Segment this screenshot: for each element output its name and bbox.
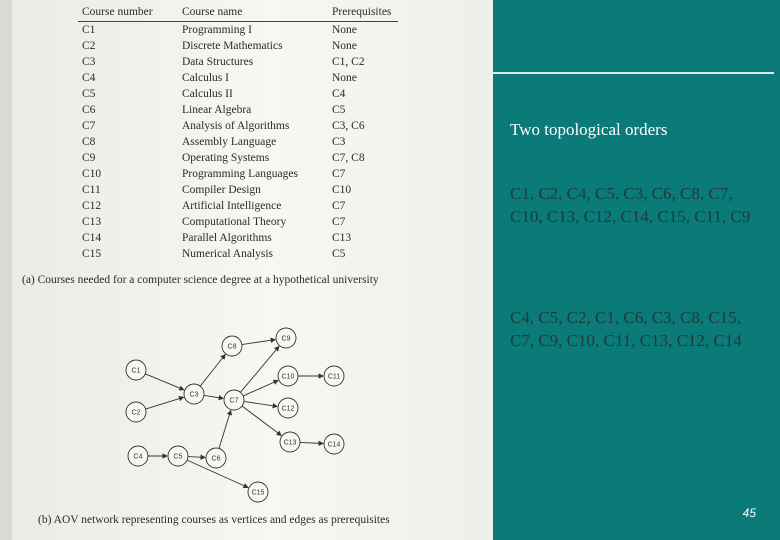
node-label: C2: [131, 409, 141, 417]
node-label: C5: [173, 453, 183, 461]
cell-prerequisites: None: [332, 40, 357, 52]
cell-course-number: C3: [82, 56, 96, 68]
node-label: C4: [133, 453, 143, 461]
node-c1: [126, 360, 146, 380]
cell-course-number: C9: [82, 152, 96, 164]
cell-prerequisites: C7: [332, 168, 346, 180]
cell-course-number: C14: [82, 232, 102, 244]
cell-course-number: C12: [82, 200, 102, 212]
table-row: [78, 102, 398, 118]
cell-course-number: C5: [82, 88, 96, 100]
table-row: [78, 198, 398, 214]
node-label: C1: [131, 367, 141, 375]
edge-c8-c9: [242, 340, 275, 345]
cell-course-number: C1: [82, 24, 96, 36]
cell-course-name: Operating Systems: [182, 152, 270, 164]
topological-order-2: C4, C5, C2, C1, C6, C3, C8, C15, C7, C9, C10, C11, C13, C12, C14: [510, 308, 742, 350]
table-row: [78, 70, 398, 86]
cell-prerequisites: C10: [332, 184, 352, 196]
node-label: C10: [281, 373, 295, 381]
cell-course-name: Linear Algebra: [182, 104, 252, 116]
node-label: C13: [283, 439, 297, 447]
cell-prerequisites: None: [332, 72, 357, 84]
node-label: C8: [227, 343, 237, 351]
cell-prerequisites: C4: [332, 88, 346, 100]
edge-c3-c7: [204, 395, 223, 398]
node-c5: [168, 446, 188, 466]
network-nodes: [126, 328, 344, 502]
table-header-row: [78, 4, 398, 22]
node-c3: [184, 384, 204, 404]
cell-course-number: C13: [82, 216, 102, 228]
table-row: [78, 22, 398, 39]
cell-course-name: Programming Languages: [182, 168, 298, 180]
cell-course-name: Programming I: [182, 24, 252, 36]
course-table-body: [78, 22, 398, 263]
table-row: [78, 86, 398, 102]
node-c7: [224, 390, 244, 410]
cell-course-name: Analysis of Algorithms: [182, 120, 290, 132]
cell-prerequisites: C5: [332, 248, 346, 260]
table-row: [78, 182, 398, 198]
cell-course-name: Calculus I: [182, 72, 229, 84]
edge-c5-c6: [188, 457, 205, 458]
node-c6: [206, 448, 226, 468]
cell-prerequisites: None: [332, 24, 357, 36]
cell-course-name: Discrete Mathematics: [182, 40, 283, 52]
table-row: [78, 150, 398, 166]
node-c12: [278, 398, 298, 418]
table-row: [78, 54, 398, 70]
cell-course-number: C6: [82, 104, 96, 116]
page-number: 45: [742, 506, 756, 520]
cell-prerequisites: C7, C8: [332, 152, 365, 164]
node-label: C14: [327, 441, 341, 449]
cell-prerequisites: C3: [332, 136, 346, 148]
node-c10: [278, 366, 298, 386]
table-row: [78, 214, 398, 230]
edge-c6-c7: [219, 411, 231, 449]
edge-c7-c13: [242, 406, 281, 435]
cell-prerequisites: C7: [332, 200, 346, 212]
table-row: [78, 134, 398, 150]
cell-course-number: C7: [82, 120, 96, 132]
node-c14: [324, 434, 344, 454]
table-row: [78, 166, 398, 182]
cell-course-number: C15: [82, 248, 102, 260]
cell-course-name: Data Structures: [182, 56, 254, 68]
edge-c13-c14: [300, 442, 323, 443]
node-label: C11: [327, 373, 341, 381]
edge-c7-c12: [244, 401, 277, 406]
node-label: C9: [281, 335, 291, 343]
caption-a: (a) Courses needed for a computer science degree at a hypothetical university: [22, 274, 379, 286]
slide-heading: Two topological orders: [510, 120, 668, 139]
node-label: C7: [229, 397, 239, 405]
cell-course-number: C2: [82, 40, 96, 52]
cell-course-name: Numerical Analysis: [182, 248, 274, 260]
cell-course-name: Computational Theory: [182, 216, 287, 228]
cell-course-name: Compiler Design: [182, 184, 261, 196]
cell-prerequisites: C5: [332, 104, 346, 116]
cell-course-name: Artificial Intelligence: [182, 200, 282, 212]
slide-text-panel: [510, 0, 770, 540]
node-c13: [280, 432, 300, 452]
cell-course-name: Assembly Language: [182, 136, 277, 148]
header-course-number: Course number: [78, 4, 178, 22]
node-label: C6: [211, 455, 221, 463]
cell-course-name: Calculus II: [182, 88, 233, 100]
course-table: [78, 4, 398, 262]
cell-course-number: C11: [82, 184, 101, 196]
node-c2: [126, 402, 146, 422]
edge-c2-c3: [146, 397, 184, 409]
node-label: C3: [189, 391, 199, 399]
node-c8: [222, 336, 242, 356]
node-c4: [128, 446, 148, 466]
node-c9: [276, 328, 296, 348]
header-course-name: Course name: [178, 4, 328, 22]
caption-b: (b) AOV network representing courses as vertices and edges as prerequisites: [38, 514, 390, 526]
aov-network: [100, 318, 360, 508]
table-row: [78, 246, 398, 262]
edge-c1-c3: [145, 374, 184, 390]
cell-prerequisites: C7: [332, 216, 346, 228]
table-row: [78, 38, 398, 54]
node-label: C12: [281, 405, 295, 413]
scan-edge-shadow: [0, 0, 12, 540]
cell-course-number: C8: [82, 136, 96, 148]
table-row: [78, 118, 398, 134]
cell-prerequisites: C3, C6: [332, 120, 365, 132]
table-row: [78, 230, 398, 246]
topological-order-1: C1, C2, C4, C5, C3, C6, C8, C7, C10, C13, C12, C14, C15, C11, C9: [510, 184, 751, 226]
node-c11: [324, 366, 344, 386]
edge-c3-c8: [200, 355, 225, 387]
cell-prerequisites: C1, C2: [332, 56, 365, 68]
cell-prerequisites: C13: [332, 232, 352, 244]
cell-course-name: Parallel Algorithms: [182, 232, 272, 244]
cell-course-number: C10: [82, 168, 102, 180]
header-prerequisites: Prerequisites: [328, 4, 398, 22]
cell-course-number: C4: [82, 72, 96, 84]
node-label: C15: [251, 489, 265, 497]
node-c15: [248, 482, 268, 502]
edge-c7-c9: [240, 346, 279, 392]
